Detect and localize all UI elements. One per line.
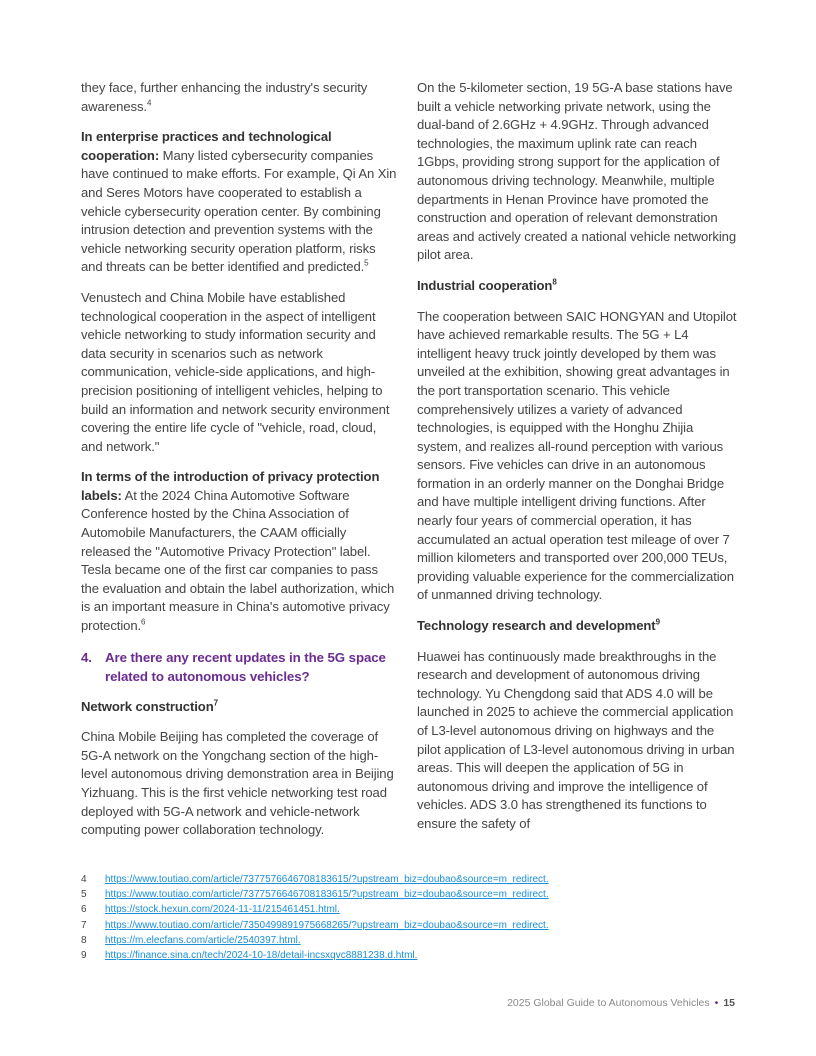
section-heading-text: Technology research and development — [417, 618, 656, 634]
footnote-link[interactable]: https://www.toutiao.com/article/7350499891975668265/?upstream_biz=doubao&source=m_redirect. — [105, 919, 549, 931]
footnote-link[interactable]: https://www.toutiao.com/article/7377576646708183615/?upstream_biz=doubao&source=m_redirect. — [105, 889, 549, 901]
footnote-ref: 5 — [364, 258, 369, 268]
footnote-item — [81, 933, 741, 948]
paragraph — [81, 79, 399, 116]
paragraph-text: Many listed cybersecurity companies have continued to make efforts. For example, Qi An Xin and Seres Motors have cooperated to establish a vehicle cybersecurity operation center. By combining intrusion detection and prevention systems with the vehicle networking security operation platform, risks and threats can be better identified and predicted. — [81, 147, 397, 275]
question-text: Are there any recent updates in the 5G space related to autonomous vehicles? — [105, 649, 386, 684]
footer-separator: • — [714, 997, 719, 1009]
section-heading — [417, 617, 739, 636]
paragraph: On the 5-kilometer section, 19 5G-A base stations have built a vehicle networking private network, using the dual-band of 2.6GHz + 4.9GHz. Through advanced technologies, the maximum uplink rate can reach 1Gbps, providing strong support for the application of autonomous driving technology. Meanwhile, multiple departments in Henan Province have promoted the construction and operation of relevant demonstration areas and actively created a national vehicle networking pilot area. — [417, 80, 737, 263]
footnote-ref: 9 — [655, 617, 660, 627]
paragraph: Huawei has continuously made breakthroughs in the research and development of autonomous driving technology. Yu Chengdong said that ADS 4.0 will be launched in 2025 to achieve the commercial application of L3-level autonomous driving on highways and the pilot application of L3-level autonomous driving in urban areas. This will deepen the application of 5G in autonomous driving and improve the intelligence of vehicles. ADS 3.0 has strengthened its functions to ensure the safety of — [417, 648, 735, 831]
footnote-number: 7 — [81, 919, 87, 931]
paragraph-text: At the 2024 China Automotive Software Conference hosted by the China Association of Automobile Manufacturers, the CAAM officially released the "Automotive Privacy Protection" label. Tesla became one of the first car companies to pass the evaluation and obtain the label authorization, which is an important measure in China's automotive privacy protection. — [81, 487, 395, 634]
footnote-ref: 4 — [146, 98, 152, 108]
footnote-link[interactable]: https://m.elecfans.com/article/2540397.html. — [105, 934, 301, 946]
footnote-ref: 8 — [552, 277, 557, 287]
paragraph — [81, 128, 399, 277]
page-number: 15 — [723, 997, 735, 1009]
footnote-number: 4 — [81, 874, 87, 885]
paragraph-lead: In enterprise practices and technological cooperation: — [81, 129, 332, 163]
footnotes — [81, 872, 741, 963]
paragraph: Venustech and China Mobile have established technological cooperation in the aspect of intelligent vehicle networking to study information security and data security in scenarios such as network communication, vehicle-side applications, and high-precision positioning of intelligent vehicles, helping to build an information and network security environment covering the entire life cycle of "vehicle, road, cloud, and network." — [81, 289, 390, 454]
left-column — [81, 79, 399, 852]
footnote-item — [81, 887, 741, 902]
footnote-item — [81, 948, 741, 963]
right-column — [417, 79, 739, 846]
section-heading — [417, 277, 739, 296]
footnote-number: 6 — [81, 904, 87, 916]
footnote-item — [81, 872, 741, 887]
question-heading — [81, 648, 399, 686]
page-footer — [507, 997, 735, 1009]
footnote-number: 9 — [81, 950, 87, 962]
footnote-link[interactable]: https://finance.sina.cn/tech/2024-10-18/detail-incsxqvc8881238.d.html. — [105, 950, 418, 962]
footnote-number: 5 — [81, 889, 87, 901]
paragraph — [81, 468, 399, 635]
footnote-item — [81, 918, 741, 933]
paragraph-text: they face, further enhancing the industry's security awareness. — [81, 80, 368, 114]
footnote-ref: 6 — [141, 617, 146, 627]
section-heading — [81, 698, 399, 717]
footnote-link[interactable]: https://www.toutiao.com/article/7377576646708183615/?upstream_biz=doubao&source=m_redirect. — [105, 874, 549, 885]
paragraph: The cooperation between SAIC HONGYAN and Utopilot have achieved remarkable results. The 5G + L4 intelligent heavy truck jointly developed by them was unveiled at the exhibition, showing great advantages in the port transportation scenario. This vehicle comprehensively utilizes a variety of advanced technologies, is equipped with the Honghu Zhijia system, and realizes all-round perception with various sensors. Five vehicles can drive in an autonomous formation in an orderly manner on the Donghai Bridge and have multiple intelligent driving functions. After nearly four years of commercial operation, it has accumulated an actual operation test mileage of over 7 million kilometers and transported over 200,000 TEUs, providing valuable experience for the commercialization of unmanned driving technology. — [417, 308, 737, 603]
section-heading-text: Industrial cooperation — [417, 277, 553, 293]
paragraph: China Mobile Beijing has completed the coverage of 5G-A network on the Yongchang section of the high-level autonomous driving demonstration area in Beijing Yizhuang. This is the first vehicle networking test road deployed with 5G-A network and vehicle-network computing power collaboration technology. — [81, 729, 394, 838]
section-heading-text: Network construction — [81, 698, 214, 714]
footnote-item — [81, 902, 741, 917]
footnote-number: 8 — [81, 934, 87, 946]
footnote-ref: 7 — [213, 698, 218, 708]
footer-title: 2025 Global Guide to Autonomous Vehicles — [507, 997, 710, 1009]
question-number: 4. — [81, 649, 92, 665]
footnote-link[interactable]: https://stock.hexun.com/2024-11-11/215461451.html. — [105, 904, 340, 916]
paragraph-lead: In terms of the introduction of privacy protection labels: — [81, 469, 380, 503]
